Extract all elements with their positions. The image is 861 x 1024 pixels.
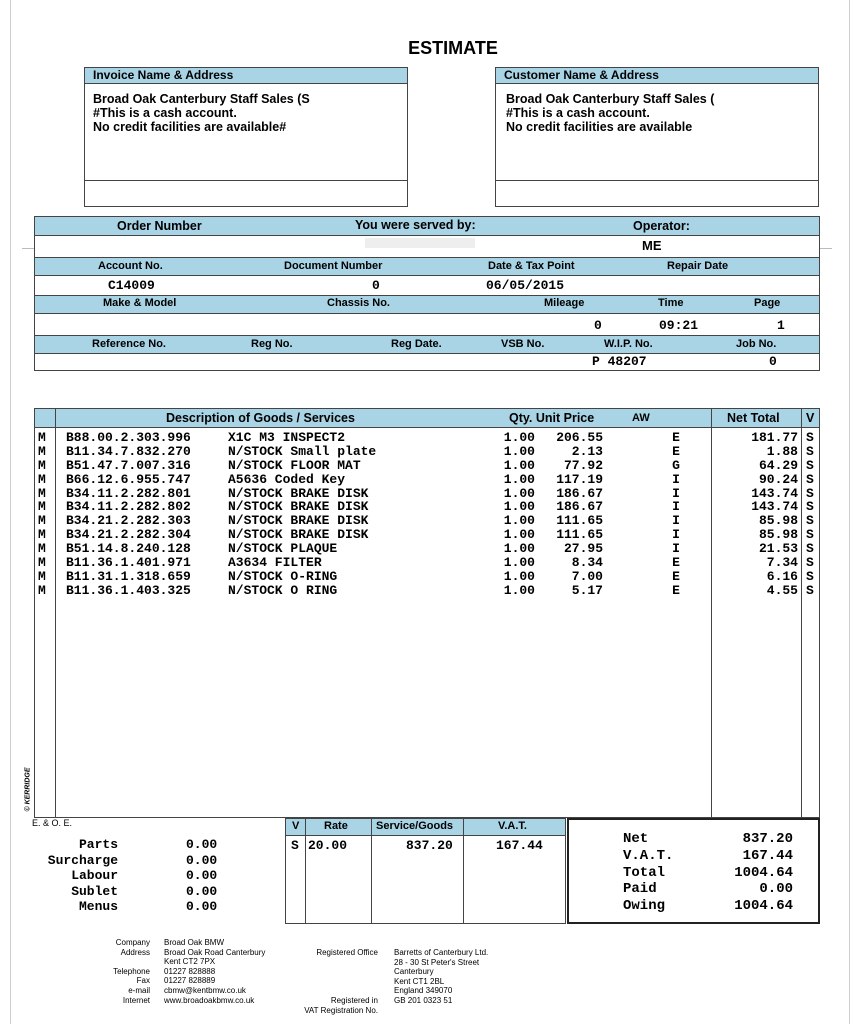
item-part-cell: B11.36.1.401.971 xyxy=(66,555,191,571)
item-price-cell: 5.17 xyxy=(571,582,603,598)
time-label: Time xyxy=(658,297,684,309)
item-part-cell: B51.47.7.007.316 xyxy=(66,457,191,473)
order-number-label: Order Number xyxy=(117,219,202,233)
item-desc-cell: N/STOCK BRAKE DISK xyxy=(228,485,369,501)
item-qty-cell: 1.00 xyxy=(503,499,535,515)
items-net-total-header: Net Total xyxy=(727,411,780,425)
footer-value: 28 - 30 St Peter's Street xyxy=(394,957,480,967)
footer-label: Registered in xyxy=(330,995,378,1005)
customer-address-lines xyxy=(496,84,818,134)
item-v-cell: S xyxy=(806,513,814,529)
summary-labels xyxy=(30,837,118,915)
vsb-no-label: VSB No. xyxy=(501,338,545,350)
item-qty-cell: 1.00 xyxy=(503,541,535,557)
item-net-cell: 64.29 xyxy=(758,457,798,473)
item-part-cell: B11.31.1.318.659 xyxy=(66,568,191,584)
item-desc-cell: N/STOCK BRAKE DISK xyxy=(228,513,369,529)
item-aw-cell: E xyxy=(672,555,680,571)
item-qty-cell: 1.00 xyxy=(503,485,535,501)
items-desc-column xyxy=(228,431,376,598)
summary-values xyxy=(186,837,217,915)
vat-col-rule xyxy=(463,819,464,923)
totals-box xyxy=(567,818,820,924)
item-part-cell: B11.36.1.403.325 xyxy=(66,582,191,598)
footer-label: e-mail xyxy=(128,985,150,995)
item-aw-cell: I xyxy=(672,485,680,501)
job-no-value: 0 xyxy=(769,354,777,369)
totals-value: 1004.64 xyxy=(734,864,793,881)
item-price-cell: 111.65 xyxy=(556,527,603,543)
item-desc-cell: N/STOCK BRAKE DISK xyxy=(228,499,369,515)
invoice-address-line: No credit facilities are available# xyxy=(93,120,287,134)
item-aw-cell: I xyxy=(672,513,680,529)
account-no-value: C14009 xyxy=(108,278,155,293)
footer-left-labels xyxy=(100,938,150,1005)
item-desc-cell: A5636 Coded Key xyxy=(228,471,346,487)
chassis-no-label: Chassis No. xyxy=(327,297,390,309)
item-desc-cell: X1C M3 INSPECT2 xyxy=(228,430,346,445)
item-qty-cell: 1.00 xyxy=(503,430,535,445)
totals-value: 837.20 xyxy=(742,831,793,847)
customer-address-line: Broad Oak Canterbury Staff Sales ( xyxy=(506,92,715,106)
totals-label: Owing xyxy=(623,898,666,915)
item-aw-cell: E xyxy=(672,568,680,584)
footer-value: www.broadoakbmw.co.uk xyxy=(164,995,255,1005)
operator-label: Operator: xyxy=(633,219,690,233)
footer-label xyxy=(290,986,378,996)
vat-col-rule xyxy=(305,819,306,923)
footer-label: Fax xyxy=(136,976,150,986)
date-value: 06/05/2015 xyxy=(486,278,565,293)
items-net-column xyxy=(730,431,798,598)
items-part-column xyxy=(66,431,191,598)
footer-value: Kent CT1 2BL xyxy=(394,976,445,986)
item-price-cell: 2.13 xyxy=(571,443,603,459)
item-t-cell: M xyxy=(38,471,46,487)
summary-value: 0.00 xyxy=(186,868,218,884)
footer-left-values xyxy=(164,938,265,1005)
item-t-cell: M xyxy=(38,555,46,571)
item-part-cell: B11.34.7.832.270 xyxy=(66,443,191,459)
items-v-column xyxy=(806,431,814,598)
item-price-cell: 8.34 xyxy=(571,555,603,571)
item-v-cell: S xyxy=(806,582,814,598)
item-part-cell: B34.21.2.282.303 xyxy=(66,513,191,529)
item-aw-cell: I xyxy=(672,499,680,515)
footer-value: Broad Oak BMW xyxy=(164,938,225,947)
summary-label: Parts xyxy=(78,837,118,852)
footer-value: 01227 828889 xyxy=(164,976,216,986)
footer-value: Broad Oak Road Canterbury xyxy=(164,947,266,957)
invoice-address-header: Invoice Name & Address xyxy=(85,68,407,84)
item-t-cell: M xyxy=(38,541,46,557)
item-price-cell: 77.92 xyxy=(563,457,603,473)
vat-goods-header: Service/Goods xyxy=(376,820,454,832)
eoe-note: E. & O. E. xyxy=(32,818,73,828)
item-price-cell: 186.67 xyxy=(556,499,603,515)
summary-label: Sublet xyxy=(71,883,118,899)
item-qty-cell: 1.00 xyxy=(503,457,535,473)
item-aw-cell: E xyxy=(672,582,680,598)
totals-value: 167.44 xyxy=(742,847,793,864)
item-qty-cell: 1.00 xyxy=(503,568,535,584)
item-net-cell: 85.98 xyxy=(758,513,798,529)
item-net-cell: 7.34 xyxy=(766,555,798,571)
customer-address-header: Customer Name & Address xyxy=(496,68,818,84)
item-qty-cell: 1.00 xyxy=(503,582,535,598)
item-part-cell: B51.14.8.240.128 xyxy=(66,541,191,557)
item-v-cell: S xyxy=(806,471,814,487)
customer-address-line: No credit facilities are available xyxy=(506,120,693,134)
item-price-cell: 206.55 xyxy=(556,430,603,445)
item-qty-cell: 1.00 xyxy=(503,513,535,529)
item-v-cell: S xyxy=(806,541,814,557)
items-header-band xyxy=(35,409,819,428)
invoice-address-line: Broad Oak Canterbury Staff Sales (S xyxy=(93,92,310,106)
item-v-cell: S xyxy=(806,457,814,473)
items-v-header: V xyxy=(806,411,815,425)
items-qty-column xyxy=(490,431,535,598)
item-aw-cell: E xyxy=(672,430,680,445)
items-qty-price-header: Qty. Unit Price xyxy=(509,411,595,425)
item-part-cell: B34.21.2.282.304 xyxy=(66,527,191,543)
items-type-column xyxy=(38,431,46,598)
vat-analysis-table xyxy=(285,818,566,924)
summary-value: 0.00 xyxy=(186,852,218,868)
items-description-header: Description of Goods / Services xyxy=(166,411,355,425)
customer-address-box xyxy=(495,67,819,207)
fold-mark-right xyxy=(820,248,832,249)
item-v-cell: S xyxy=(806,568,814,584)
item-v-cell: S xyxy=(806,443,814,459)
wip-no-label: W.I.P. No. xyxy=(604,338,653,350)
totals-label: V.A.T. xyxy=(623,847,674,864)
mileage-label: Mileage xyxy=(544,297,585,309)
item-t-cell: M xyxy=(38,582,46,598)
document-number-value: 0 xyxy=(372,278,380,293)
footer-label: Telephone xyxy=(113,966,150,976)
item-part-cell: B66.12.6.955.747 xyxy=(66,471,191,487)
vat-vat-header: V.A.T. xyxy=(498,820,527,832)
vat-col-rule xyxy=(371,819,372,923)
item-t-cell: M xyxy=(38,527,46,543)
page-value: 1 xyxy=(777,318,785,333)
item-aw-cell: G xyxy=(672,457,680,473)
footer-value: cbmw@kentbmw.co.uk xyxy=(164,985,246,995)
item-t-cell: M xyxy=(38,443,46,459)
items-aw-column xyxy=(664,431,688,598)
kerridge-mark: © KERRIDGE xyxy=(24,767,32,812)
footer-label: Address xyxy=(120,947,150,957)
footer-value: GB 201 0323 51 xyxy=(394,995,453,1005)
account-no-label: Account No. xyxy=(98,260,163,272)
item-desc-cell: N/STOCK PLAQUE xyxy=(228,541,338,557)
item-qty-cell: 1.00 xyxy=(503,443,535,459)
invoice-address-divider xyxy=(85,180,407,181)
vat-rate-value: 20.00 xyxy=(308,838,348,853)
footer-label: Registered Office xyxy=(316,948,378,957)
item-t-cell: M xyxy=(38,457,46,473)
item-v-cell: S xyxy=(806,485,814,501)
item-v-cell: S xyxy=(806,555,814,571)
footer-value: 01227 828888 xyxy=(164,966,216,976)
item-desc-cell: N/STOCK FLOOR MAT xyxy=(228,457,361,473)
item-part-cell: B88.00.2.303.996 xyxy=(66,430,191,445)
item-aw-cell: I xyxy=(672,541,680,557)
items-aw-header: AW xyxy=(632,412,650,424)
order-details-block xyxy=(34,216,820,371)
summary-value: 0.00 xyxy=(186,899,218,915)
reg-date-label: Reg Date. xyxy=(391,338,442,350)
make-model-label: Make & Model xyxy=(103,297,177,309)
item-qty-cell: 1.00 xyxy=(503,555,535,571)
reg-no-label: Reg No. xyxy=(251,338,293,350)
footer-value: Canterbury xyxy=(394,967,434,977)
summary-label: Surcharge xyxy=(47,852,118,868)
item-net-cell: 181.77 xyxy=(751,430,798,445)
items-net-column-rule xyxy=(711,409,712,817)
footer-right-values xyxy=(394,948,488,1006)
operator-value: ME xyxy=(642,238,662,253)
item-qty-cell: 1.00 xyxy=(503,527,535,543)
summary-label: Labour xyxy=(71,868,118,884)
date-tax-point-label: Date & Tax Point xyxy=(488,260,575,272)
item-net-cell: 1.88 xyxy=(766,443,798,459)
item-v-cell: S xyxy=(806,499,814,515)
item-net-cell: 143.74 xyxy=(751,485,798,501)
totals-label: Total xyxy=(623,864,666,881)
vat-rate-header: Rate xyxy=(324,820,348,832)
item-v-cell: S xyxy=(806,430,814,445)
totals-value: 0.00 xyxy=(759,881,793,898)
item-t-cell: M xyxy=(38,568,46,584)
item-desc-cell: N/STOCK O-RING xyxy=(228,568,338,584)
item-net-cell: 85.98 xyxy=(758,527,798,543)
item-net-cell: 90.24 xyxy=(758,471,798,487)
totals-labels xyxy=(623,831,673,915)
footer-right-labels xyxy=(290,948,378,1015)
item-price-cell: 186.67 xyxy=(556,485,603,501)
invoice-address-box xyxy=(84,67,408,207)
item-desc-cell: N/STOCK BRAKE DISK xyxy=(228,527,369,543)
item-aw-cell: I xyxy=(672,471,680,487)
repair-date-label: Repair Date xyxy=(667,260,729,272)
item-part-cell: B34.11.2.282.801 xyxy=(66,485,191,501)
item-price-cell: 117.19 xyxy=(556,471,603,487)
item-price-cell: 7.00 xyxy=(571,568,603,584)
item-net-cell: 6.16 xyxy=(766,568,798,584)
item-t-cell: M xyxy=(38,485,46,501)
footer-label: Company xyxy=(115,938,150,947)
customer-address-divider xyxy=(496,180,818,181)
time-value: 09:21 xyxy=(659,318,699,333)
footer-label xyxy=(100,957,150,967)
item-net-cell: 143.74 xyxy=(751,499,798,515)
fold-mark-left xyxy=(22,248,34,249)
invoice-address-lines xyxy=(85,84,407,134)
item-desc-cell: N/STOCK O RING xyxy=(228,582,338,598)
item-t-cell: M xyxy=(38,513,46,529)
item-price-cell: 27.95 xyxy=(563,541,603,557)
summary-value: 0.00 xyxy=(186,837,218,852)
customer-address-line: #This is a cash account. xyxy=(506,106,650,120)
items-type-column-rule xyxy=(55,409,56,817)
footer-label: Internet xyxy=(122,995,150,1005)
vat-amount-value: 167.44 xyxy=(496,838,543,853)
totals-label: Paid xyxy=(623,881,657,898)
served-by-label: You were served by: xyxy=(355,218,476,232)
vat-v-header: V xyxy=(292,820,300,832)
footer-label: VAT Registration No. xyxy=(304,1005,378,1015)
vat-goods-value: 837.20 xyxy=(406,838,453,853)
mileage-value: 0 xyxy=(594,318,602,333)
items-v-column-rule xyxy=(801,409,802,817)
item-part-cell: B34.11.2.282.802 xyxy=(66,499,191,515)
totals-value: 1004.64 xyxy=(734,898,793,915)
item-price-cell: 111.65 xyxy=(556,513,603,529)
footer-label xyxy=(290,977,378,987)
footer-value: Kent CT2 7PX xyxy=(164,957,216,967)
job-no-label: Job No. xyxy=(736,338,777,350)
totals-label: Net xyxy=(623,831,649,847)
item-aw-cell: I xyxy=(672,527,680,543)
document-title: ESTIMATE xyxy=(408,38,498,58)
vat-v-value: S xyxy=(291,838,299,853)
item-desc-cell: A3634 FILTER xyxy=(228,555,322,571)
reference-no-label: Reference No. xyxy=(92,338,166,350)
item-t-cell: M xyxy=(38,430,46,445)
document-number-label: Document Number xyxy=(284,260,383,272)
items-price-column xyxy=(548,431,603,598)
footer-label xyxy=(290,967,378,977)
item-aw-cell: E xyxy=(672,443,680,459)
footer-value: Barretts of Canterbury Ltd. xyxy=(394,948,489,957)
item-net-cell: 21.53 xyxy=(758,541,798,557)
footer-value: England 349070 xyxy=(394,986,453,996)
item-t-cell: M xyxy=(38,499,46,515)
page-label: Page xyxy=(754,297,781,309)
served-by-redacted xyxy=(365,238,475,248)
summary-value: 0.00 xyxy=(186,883,218,899)
item-qty-cell: 1.00 xyxy=(503,471,535,487)
item-v-cell: S xyxy=(806,527,814,543)
summary-label: Menus xyxy=(78,899,118,915)
item-net-cell: 4.55 xyxy=(766,582,798,598)
totals-values xyxy=(719,831,793,915)
item-desc-cell: N/STOCK Small plate xyxy=(228,443,377,459)
invoice-address-line: #This is a cash account. xyxy=(93,106,237,120)
wip-no-value: P 48207 xyxy=(592,354,647,369)
footer-label xyxy=(290,958,378,968)
